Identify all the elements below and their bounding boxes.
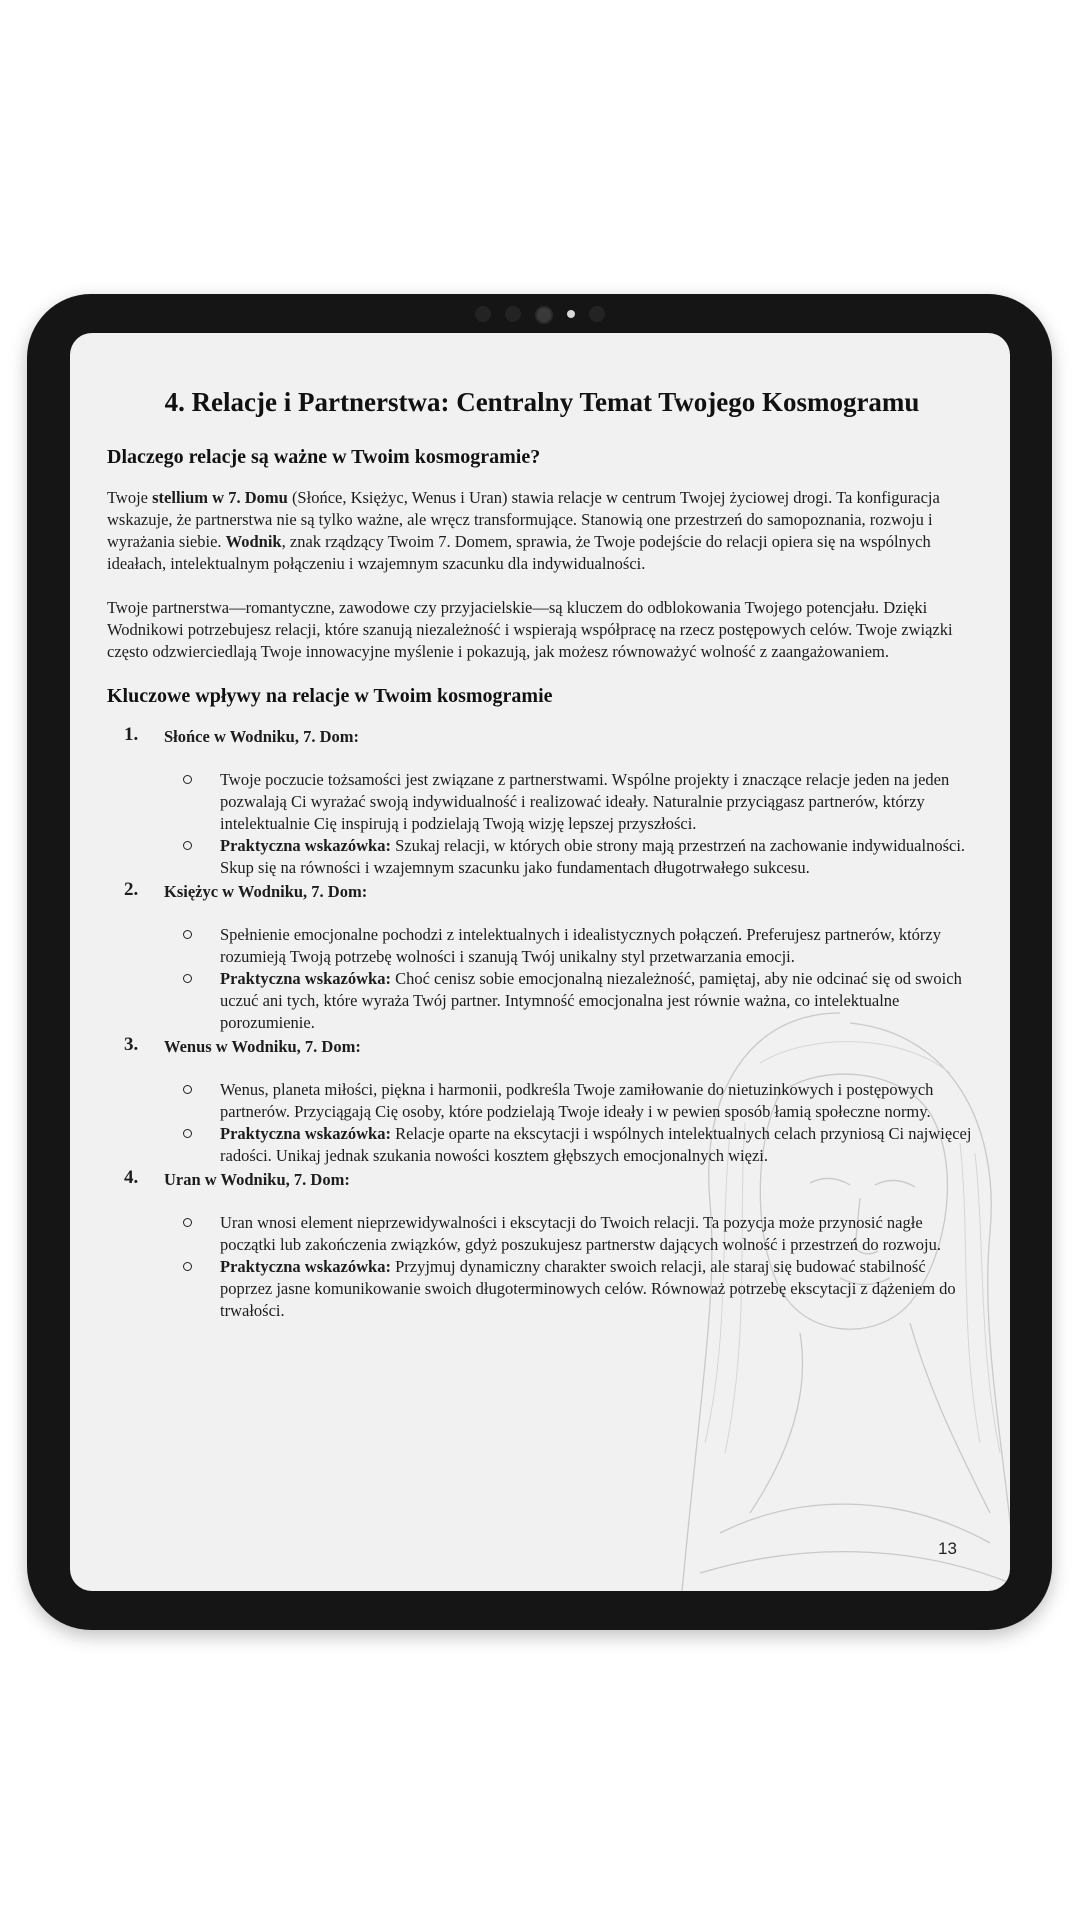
bullet-icon [183, 1129, 192, 1138]
sub-item [220, 924, 977, 968]
sub-item [220, 1079, 977, 1123]
sensor-icon [475, 306, 491, 322]
list-item [107, 1167, 977, 1322]
item-number: 3. [124, 1034, 139, 1055]
item-number: 4. [124, 1167, 139, 1188]
sub-item [220, 769, 977, 835]
document-page [107, 387, 977, 1322]
tip-label: Praktyczna wskazówka: [220, 969, 391, 988]
sub-item-tip [220, 1256, 977, 1322]
item-title: Księżyc w Wodniku, 7. Dom: [164, 882, 368, 901]
item-title: Uran w Wodniku, 7. Dom: [164, 1170, 350, 1189]
sensor-icon [505, 306, 521, 322]
item-title: Wenus w Wodniku, 7. Dom: [164, 1037, 361, 1056]
sub-item-tip [220, 968, 977, 1034]
intro-paragraph [107, 487, 977, 575]
sub-item-text: Spełnienie emocjonalne pochodzi z intelektualnych i idealistycznych połączeń. Preferujesz partnerów, którzy rozumieją Twoją potrzebę wolności i szanują Twój unikalny styl przetwarzania emocji. [220, 925, 941, 966]
text-span: Twoje [107, 488, 153, 507]
influences-list [107, 724, 977, 1322]
item-number: 1. [124, 724, 139, 745]
camera-icon [535, 306, 553, 324]
bullet-icon [183, 1262, 192, 1271]
tip-text: Relacje oparte na ekscytacji i wspólnych intelektualnych celach przyniosą Ci najwięcej radości. Unikaj jednak szukania nowości kosztem głębszych emocjonalnych więzi. [220, 1124, 972, 1165]
sub-item-tip [220, 835, 977, 879]
tip-label: Praktyczna wskazówka: [220, 1124, 391, 1143]
tablet-frame [27, 294, 1052, 1630]
sub-item-text: Twoje poczucie tożsamości jest związane z partnerstwami. Wspólne projekty i znaczące relacje jeden na jeden pozwalają Ci wyrażać swoją indywidualność i realizować ideały. Naturalnie przyciągasz partnerów, którzy intelektualnie Cię inspirują i podzielają Twoją wizję lepszej przyszłości. [220, 770, 950, 833]
page-title: 4. Relacje i Partnerstwa: Centralny Temat Twojego Kosmogramu [164, 387, 920, 417]
item-title: Słońce w Wodniku, 7. Dom: [164, 727, 359, 746]
list-item [107, 1034, 977, 1167]
tip-label: Praktyczna wskazówka: [220, 836, 391, 855]
partnership-paragraph: Twoje partnerstwa—romantyczne, zawodowe czy przyjacielskie—są kluczem do odblokowania Twojego potencjału. Dzięki Wodnikowi potrzebujesz relacji, które szanują niezależność i wspierają współpracę na rzecz postępowych celów. Twoje związki często odzwierciedlają Twoje innowacyjne myślenie i pokazują, jak możesz równoważyć wolność z zaangażowaniem. [107, 598, 953, 661]
tablet-screen [70, 333, 1010, 1591]
camera-bar [27, 306, 1052, 324]
emphasis-stellium: stellium w 7. Domu [152, 488, 288, 507]
tip-label: Praktyczna wskazówka: [220, 1257, 391, 1276]
tip-text: Szukaj relacji, w których obie strony mają przestrzeń na zachowanie indywidualności. Skup się na równości i wzajemnym szacunku jako fundamentach długotrwałego sukcesu. [220, 836, 966, 877]
bullet-icon [183, 1085, 192, 1094]
sensor-icon [589, 306, 605, 322]
sub-item [220, 1212, 977, 1256]
bullet-icon [183, 841, 192, 850]
emphasis-wodnik: Wodnik [225, 532, 282, 551]
text-span: (Słońce, Księżyc, Wenus i Uran) stawia relacje w centrum Twojej życiowej drogi. Ta konfiguracja wskazuje, że partnerstwa nie są tylko ważne, ale wręcz transformujące. Stanowią one przestrzeń do samopoznania, rozwoju i wyrażania siebie. [107, 488, 940, 551]
sub-item-text: Uran wnosi element nieprzewidywalności i ekscytacji do Twoich relacji. Ta pozycja może przynosić nagłe początki lub zakończenia związków, gdyż poszukujesz partnerstw dających wolność i przestrzeń do rozwoju. [220, 1213, 941, 1254]
bullet-icon [183, 775, 192, 784]
sub-item-text: Wenus, planeta miłości, piękna i harmonii, podkreśla Twoje zamiłowanie do nietuzinkowych i postępowych partnerów. Przyciągają Cię osoby, które podzielają Twoje ideały i w pewien sposób łamią społeczne normy. [220, 1080, 934, 1121]
indicator-light-icon [567, 310, 575, 318]
bullet-icon [183, 1218, 192, 1227]
tip-text: Przyjmuj dynamiczny charakter swoich relacji, ale staraj się budować stabilność poprzez jasne komunikowanie swoich długoterminowych celów. Równoważ potrzebę ekscytacji z dążeniem do trwałości. [220, 1257, 956, 1320]
bullet-icon [183, 974, 192, 983]
item-number: 2. [124, 879, 139, 900]
list-item [107, 724, 977, 879]
section-heading-key-influences: Kluczowe wpływy na relacje w Twoim kosmogramie [107, 685, 553, 707]
tip-text: Choć cenisz sobie emocjonalną niezależność, pamiętaj, aby nie odcinać się od swoich uczuć ani tych, które wyraża Twój partner. Intymność emocjonalna jest równie ważna, co intelektualne porozumienie. [220, 969, 962, 1032]
section-heading-why-relations: Dlaczego relacje są ważne w Twoim kosmogramie? [107, 446, 541, 468]
bullet-icon [183, 930, 192, 939]
page-number: 13 [938, 1539, 957, 1558]
list-item [107, 879, 977, 1034]
text-span: , znak rządzący Twoim 7. Domem, sprawia, że Twoje podejście do relacji opiera się na wspólnych ideałach, intelektualnym połączeniu i wzajemnym szacunku dla indywidualności. [107, 532, 931, 573]
sub-item-tip [220, 1123, 977, 1167]
